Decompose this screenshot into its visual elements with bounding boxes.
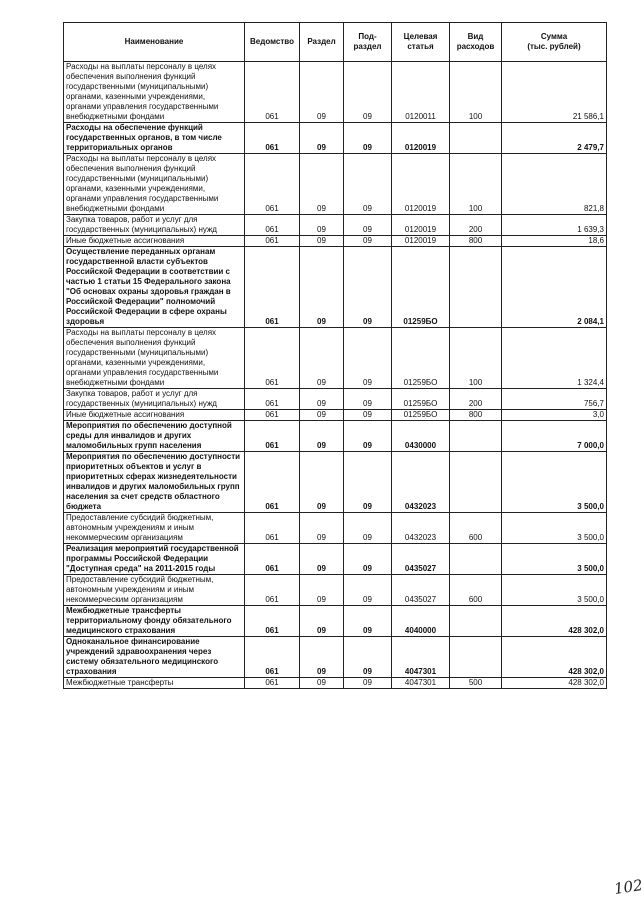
row-vid-raskhodov (450, 544, 502, 575)
row-podrazdel: 09 (344, 452, 392, 513)
row-vedomstvo: 061 (245, 544, 300, 575)
row-razdel: 09 (300, 410, 344, 421)
row-summa: 428 302,0 (502, 637, 607, 678)
row-podrazdel: 09 (344, 410, 392, 421)
row-celevaya-statya: 0435027 (392, 575, 450, 606)
row-vedomstvo: 061 (245, 154, 300, 215)
row-name: Иные бюджетные ассигнования (64, 236, 245, 247)
header-summa: Сумма (тыс. рублей) (502, 23, 607, 62)
row-name: Расходы на обеспечение функций государственных органов, в том числе территориальных органов (64, 123, 245, 154)
row-celevaya-statya: 0435027 (392, 544, 450, 575)
row-razdel: 09 (300, 328, 344, 389)
row-podrazdel: 09 (344, 678, 392, 689)
row-podrazdel: 09 (344, 154, 392, 215)
row-razdel: 09 (300, 215, 344, 236)
row-podrazdel: 09 (344, 123, 392, 154)
row-summa: 3 500,0 (502, 575, 607, 606)
row-celevaya-statya: 0430000 (392, 421, 450, 452)
table-header-row (64, 23, 607, 62)
row-vedomstvo: 061 (245, 215, 300, 236)
row-name: Мероприятия по обеспечению доступной среды для инвалидов и других маломобильных групп населения (64, 421, 245, 452)
row-vid-raskhodov: 200 (450, 389, 502, 410)
row-vid-raskhodov: 200 (450, 215, 502, 236)
table-row (64, 452, 607, 513)
row-name: Межбюджетные трансферты территориальному фонду обязательного медицинского страхования (64, 606, 245, 637)
row-summa: 1 324,4 (502, 328, 607, 389)
table-row (64, 678, 607, 689)
row-vid-raskhodov: 800 (450, 410, 502, 421)
row-name: Одноканальное финансирование учреждений здравоохранения через систему обязательного медицинского страхования (64, 637, 245, 678)
row-celevaya-statya: 0432023 (392, 513, 450, 544)
row-celevaya-statya: 4047301 (392, 637, 450, 678)
row-summa: 2 479,7 (502, 123, 607, 154)
table-body (64, 62, 607, 689)
row-vid-raskhodov: 500 (450, 678, 502, 689)
row-summa: 18,6 (502, 236, 607, 247)
header-celevaya-statya: Целевая статья (392, 23, 450, 62)
table-row (64, 236, 607, 247)
row-summa: 428 302,0 (502, 678, 607, 689)
row-vid-raskhodov: 100 (450, 62, 502, 123)
row-razdel: 09 (300, 154, 344, 215)
row-vedomstvo: 061 (245, 452, 300, 513)
row-razdel: 09 (300, 575, 344, 606)
row-razdel: 09 (300, 389, 344, 410)
row-razdel: 09 (300, 123, 344, 154)
budget-table (63, 22, 607, 689)
row-podrazdel: 09 (344, 575, 392, 606)
row-name: Реализация мероприятий государственной программы Российской Федерации "Доступная среда" на 2011-2015 годы (64, 544, 245, 575)
row-vid-raskhodov (450, 452, 502, 513)
row-razdel: 09 (300, 452, 344, 513)
table-row (64, 123, 607, 154)
row-summa: 3,0 (502, 410, 607, 421)
row-celevaya-statya: 01259БО (392, 389, 450, 410)
row-razdel: 09 (300, 62, 344, 123)
table-row (64, 410, 607, 421)
row-name: Иные бюджетные ассигнования (64, 410, 245, 421)
row-vid-raskhodov (450, 123, 502, 154)
row-razdel: 09 (300, 236, 344, 247)
row-vedomstvo: 061 (245, 513, 300, 544)
table-row (64, 247, 607, 328)
table-row (64, 637, 607, 678)
row-celevaya-statya: 0120019 (392, 236, 450, 247)
handwritten-page-number: 102 (612, 876, 644, 898)
table-row (64, 154, 607, 215)
row-razdel: 09 (300, 678, 344, 689)
table-row (64, 575, 607, 606)
row-vid-raskhodov: 600 (450, 513, 502, 544)
row-summa: 3 500,0 (502, 452, 607, 513)
row-podrazdel: 09 (344, 62, 392, 123)
row-summa: 821,8 (502, 154, 607, 215)
row-podrazdel: 09 (344, 389, 392, 410)
row-razdel: 09 (300, 606, 344, 637)
row-vid-raskhodov (450, 637, 502, 678)
row-vid-raskhodov: 100 (450, 154, 502, 215)
row-celevaya-statya: 4047301 (392, 678, 450, 689)
row-vedomstvo: 061 (245, 123, 300, 154)
table-row (64, 513, 607, 544)
row-name: Расходы на выплаты персоналу в целях обеспечения выполнения функций государственными (муниципальными) органами, казенными учреждениями, органами управления государственными внебюджетными фондами (64, 154, 245, 215)
row-vedomstvo: 061 (245, 606, 300, 637)
row-razdel: 09 (300, 421, 344, 452)
table-row (64, 544, 607, 575)
row-vedomstvo: 061 (245, 410, 300, 421)
row-celevaya-statya: 0120019 (392, 215, 450, 236)
row-podrazdel: 09 (344, 421, 392, 452)
row-celevaya-statya: 0120019 (392, 154, 450, 215)
header-name: Наименование (64, 23, 245, 62)
row-name: Закупка товаров, работ и услуг для государственных (муниципальных) нужд (64, 389, 245, 410)
table-row (64, 606, 607, 637)
row-summa: 2 084,1 (502, 247, 607, 328)
row-name: Расходы на выплаты персоналу в целях обеспечения выполнения функций государственными (муниципальными) органами, казенными учреждениями, органами управления государственными внебюджетными фондами (64, 328, 245, 389)
row-name: Мероприятия по обеспечению доступности приоритетных объектов и услуг в приоритетных сферах жизнедеятельности инвалидов и других маломобильных групп населения за счет средств областного бюджета (64, 452, 245, 513)
row-vid-raskhodov (450, 606, 502, 637)
row-vid-raskhodov: 100 (450, 328, 502, 389)
row-podrazdel: 09 (344, 637, 392, 678)
row-summa: 3 500,0 (502, 544, 607, 575)
row-podrazdel: 09 (344, 328, 392, 389)
header-vedomstvo: Ведомство (245, 23, 300, 62)
row-razdel: 09 (300, 513, 344, 544)
row-vedomstvo: 061 (245, 678, 300, 689)
row-summa: 756,7 (502, 389, 607, 410)
row-razdel: 09 (300, 247, 344, 328)
row-podrazdel: 09 (344, 247, 392, 328)
row-celevaya-statya: 0120011 (392, 62, 450, 123)
row-podrazdel: 09 (344, 236, 392, 247)
row-vedomstvo: 061 (245, 421, 300, 452)
row-name: Расходы на выплаты персоналу в целях обеспечения выполнения функций государственными (муниципальными) органами, казенными учреждениями, органами управления государственными внебюджетными фондами (64, 62, 245, 123)
header-vid-raskhodov: Вид расходов (450, 23, 502, 62)
row-celevaya-statya: 0120019 (392, 123, 450, 154)
row-vedomstvo: 061 (245, 236, 300, 247)
table-row (64, 215, 607, 236)
table-row (64, 389, 607, 410)
row-summa: 428 302,0 (502, 606, 607, 637)
row-podrazdel: 09 (344, 215, 392, 236)
header-razdel: Раздел (300, 23, 344, 62)
row-celevaya-statya: 01259БО (392, 247, 450, 328)
row-celevaya-statya: 4040000 (392, 606, 450, 637)
row-podrazdel: 09 (344, 544, 392, 575)
row-vid-raskhodov (450, 421, 502, 452)
row-celevaya-statya: 0432023 (392, 452, 450, 513)
row-summa: 7 000,0 (502, 421, 607, 452)
row-name: Предоставление субсидий бюджетным, автономным учреждениям и иным некоммерческим организациям (64, 513, 245, 544)
table-row (64, 328, 607, 389)
row-name: Межбюджетные трансферты (64, 678, 245, 689)
row-summa: 3 500,0 (502, 513, 607, 544)
row-razdel: 09 (300, 637, 344, 678)
row-vedomstvo: 061 (245, 328, 300, 389)
row-celevaya-statya: 01259БО (392, 328, 450, 389)
row-vedomstvo: 061 (245, 247, 300, 328)
header-podrazdel: Под- раздел (344, 23, 392, 62)
row-vedomstvo: 061 (245, 575, 300, 606)
row-celevaya-statya: 01259БО (392, 410, 450, 421)
row-vedomstvo: 061 (245, 62, 300, 123)
row-vedomstvo: 061 (245, 637, 300, 678)
row-razdel: 09 (300, 544, 344, 575)
row-name: Закупка товаров, работ и услуг для государственных (муниципальных) нужд (64, 215, 245, 236)
row-vid-raskhodov: 600 (450, 575, 502, 606)
budget-table-page (63, 22, 606, 689)
row-name: Осуществление переданных органам государственной власти субъектов Российской Федерации в соответствии с частью 1 статьи 15 Федерального закона "Об основах охраны здоровья граждан в Российской Федерации" полномочий Российской Федерации в сфере охраны здоровья (64, 247, 245, 328)
row-summa: 1 639,3 (502, 215, 607, 236)
row-podrazdel: 09 (344, 606, 392, 637)
table-row (64, 421, 607, 452)
row-vid-raskhodov: 800 (450, 236, 502, 247)
table-row (64, 62, 607, 123)
row-name: Предоставление субсидий бюджетным, автономным учреждениям и иным некоммерческим организациям (64, 575, 245, 606)
row-summa: 21 586,1 (502, 62, 607, 123)
row-vedomstvo: 061 (245, 389, 300, 410)
row-vid-raskhodov (450, 247, 502, 328)
row-podrazdel: 09 (344, 513, 392, 544)
